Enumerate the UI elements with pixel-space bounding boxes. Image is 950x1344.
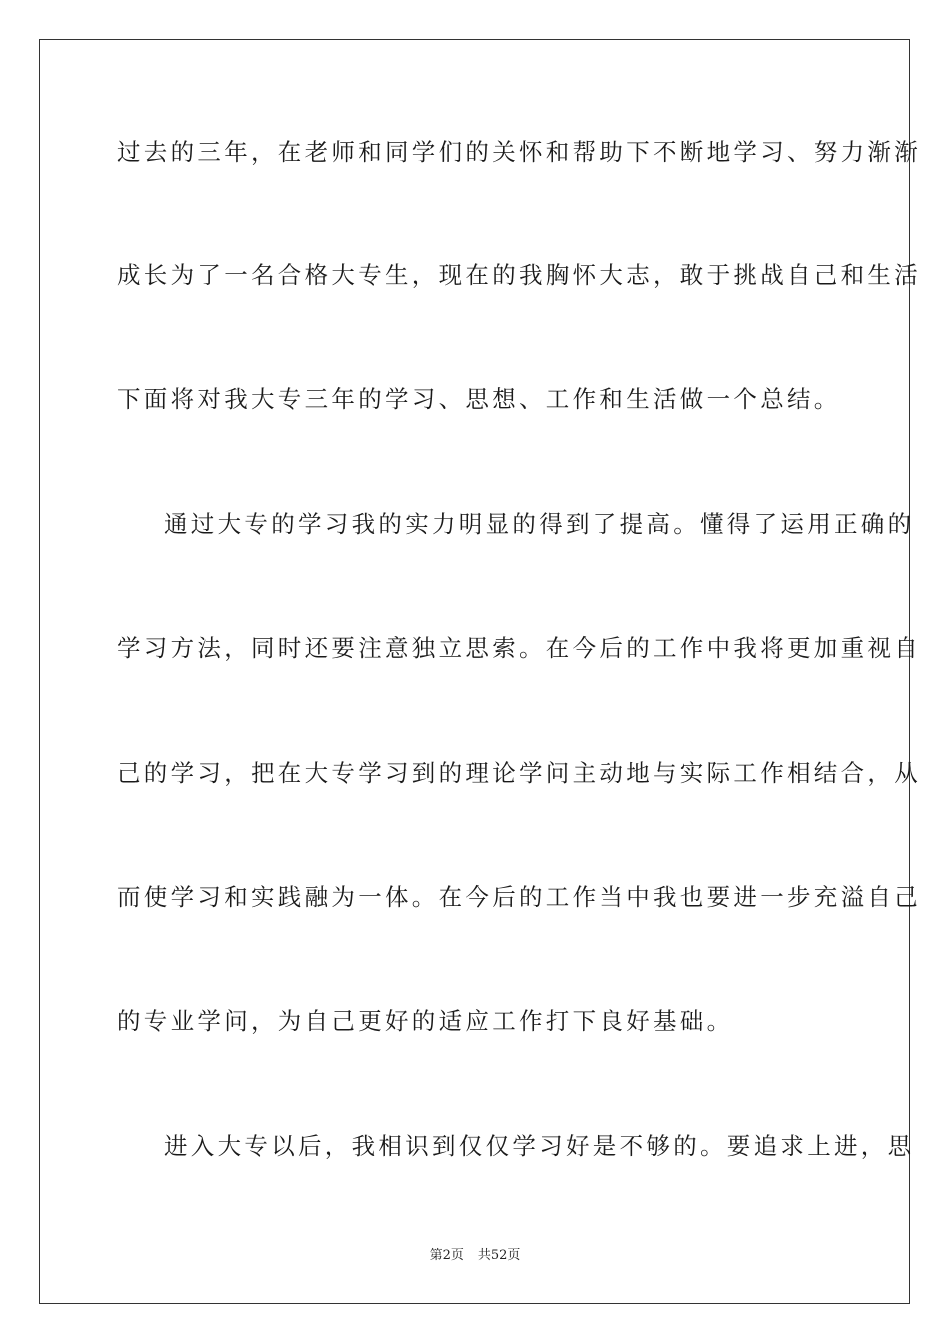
- page-number: 第2页: [429, 1248, 464, 1263]
- page-border: [39, 39, 921, 1304]
- body-text-line: 下面将对我大专三年的学习、思想、工作和生活做一个总结。: [117, 385, 841, 413]
- body-text-line: 己的学习，把在大专学习到的理论学问主动地与实际工作相结合，从: [117, 759, 921, 787]
- body-text-line: 成长为了一名合格大专生，现在的我胸怀大志，敢于挑战自己和生活: [117, 261, 921, 289]
- paragraph-start-line: 通过大专的学习我的实力明显的得到了提高。懂得了运用正确的: [164, 510, 915, 538]
- body-text-line: 过去的三年，在老师和同学们的关怀和帮助下不断地学习、努力渐渐: [117, 138, 921, 166]
- body-text-line: 学习方法，同时还要注意独立思索。在今后的工作中我将更加重视自: [117, 634, 921, 662]
- body-text-line: 而使学习和实践融为一体。在今后的工作当中我也要进一步充溢自己: [117, 883, 921, 911]
- body-text-line: 的专业学问，为自己更好的适应工作打下良好基础。: [117, 1007, 734, 1035]
- page-total: 共52页: [477, 1248, 521, 1263]
- page-footer: [0, 1244, 950, 1263]
- paragraph-start-line: 进入大专以后，我相识到仅仅学习好是不够的。要追求上进，思: [164, 1132, 915, 1160]
